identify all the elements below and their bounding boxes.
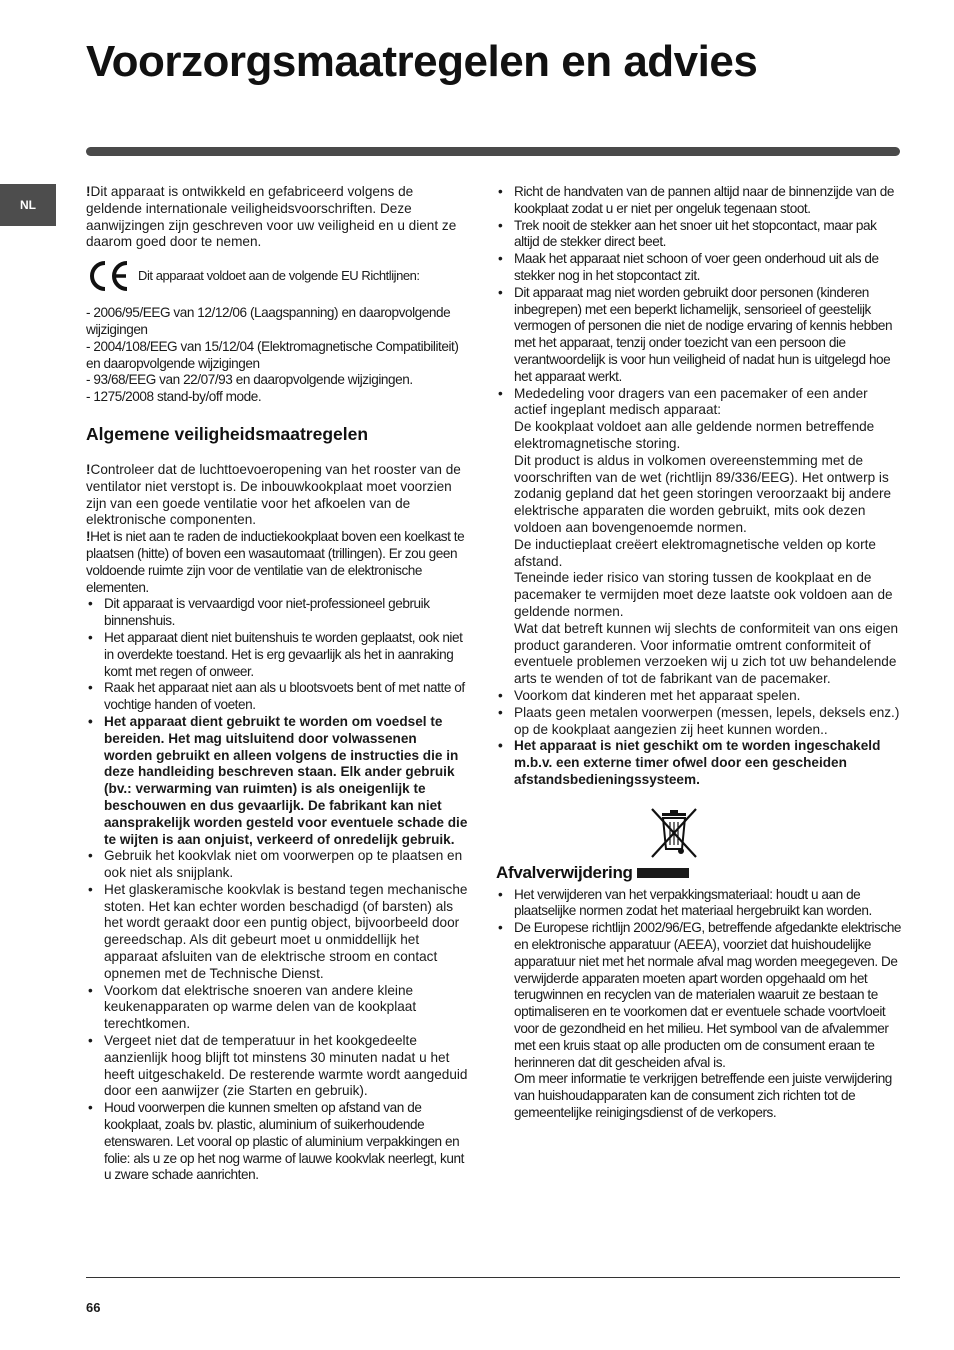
right-column [496,184,902,1122]
list-item: • Plaats geen metalen voorwerpen (messen, lepels, deksels enz.) op de kookplaat aangezien zij heet kunnen worden.. [496,705,902,739]
list-item: • Voorkom dat kinderen met het apparaat spelen. [496,688,902,705]
disposal-list [496,887,902,1122]
footer-divider [86,1277,900,1278]
directive-item: - 2006/95/EEG van 12/12/06 (Laagspanning) en daaropvolgende wijzigingen [86,305,451,337]
directive-item: - 93/68/EEG van 22/07/93 en daaropvolgende wijzigingen. [86,372,413,388]
list-item: • Dit apparaat is vervaardigd voor niet-professioneel gebruik binnenshuis. [86,596,468,630]
list-item: • Houd voorwerpen die kunnen smelten op afstand van de kookplaat, zoals bv. plastic, aluminium of suikerhoudende etenswaren. Let vooral op plastic of aluminium verpakkingen en folie: als u ze op het nog warme of lauwe kookvlak neerlegt, kunt u zware schade aanrichten. [86,1100,468,1184]
directive-item: - 2004/108/EEG van 15/12/04 (Elektromagnetische Compatibiliteit) en daaropvolgende wijzigingen [86,338,459,371]
list-item: • Gebruik het kookvlak niet om voorwerpen op te plaatsen en ook niet als snijplank. [86,848,468,882]
pacemaker-text: Wat dat betreft kunnen wij slechts de conformiteit van ons eigen product garanderen. Voor informatie omtrent conformiteit of eventuele problemen verzoeken wij u zich tot uw behandelende arts te wenden of tot de fabrikant van de pacemaker. [514,620,899,687]
list-item: • Het verwijderen van het verpakkingsmateriaal: houdt u aan de plaatselijke normen zodat het materiaal hergebruikt kan worden. [496,887,902,921]
pacemaker-text: De kookplaat voldoet aan alle geldende normen betreffende elektromagnetische storing. [514,419,875,451]
disposal-header [496,863,902,883]
safety-list [86,596,468,1184]
list-item: • Maak het apparaat niet schoon of voer geen onderhoud uit als de stekker nog in het stopcontact zit. [496,251,902,285]
list-item: • Het glaskeramische kookvlak is bestand tegen mechanische stoten. Het kan echter worden beschadigd (of barsten) als het wordt geraakt door een puntig object, bijvoorbeeld door gereedschap. Als dit gebeurt moet u onmiddellijk het apparaat afsluiten van de elektrische stroom en contact opnemen met de Technische Dienst. [86,882,468,983]
list-item: • Voorkom dat elektrische snoeren van andere kleine keukenapparaten op warme delen van de kookplaat terechtkomen. [86,983,468,1033]
list-item: • Het apparaat dient niet buitenshuis te worden geplaatst, ook niet in overdekte toestand. Het is erg gevaarlijk als het in aanraking komt met regen of onweer. [86,630,468,680]
pacemaker-text: Dit product is aldus in volkomen overeenstemming met de voorschriften van de wet (richtlijn 89/336/EEG). Het ontwerp is zodanig gepland dat het geen storingen veroorzaakt bij andere elektrische apparaten die worden gebruikt, mits ook dezen voldoen aan bovengenoemde normen. [514,452,892,535]
pacemaker-item [496,386,902,688]
list-item: • Dit apparaat mag niet worden gebruikt door personen (kinderen inbegrepen) met een beperkt lichamelijk, sensorieel of geestelijk vermogen of personen die niet de nodige ervaring of kennis hebben met het apparaat, tenzij onder toezicht van een persoon die verantwoordelijk is voor hun veiligheid of nadat hun is uitgelegd hoe het apparaat werkt. [496,285,902,386]
list-item [496,920,902,1122]
title-divider [86,147,900,156]
list-item: • Het apparaat dient gebruikt te worden om voedsel te bereiden. Het mag uitsluitend door volwassenen worden gebruikt en alleen volgens de instructies die in deze handleiding beschreven staan. Elk ander gebruik (bv.: verwarming van ruimten) is als oneigenlijk te beschouwen en dus gevaarlijk. De fabrikant kan niet aansprakelijk worden gesteld voor eventuele schade die te wijten is aan onjuist, verkeerd of onredelijk gebruik. [86,714,468,848]
list-item: • Raak het apparaat niet aan als u blootsvoets bent of met natte of vochtige handen of voeten. [86,680,468,714]
list-item: • Richt de handvaten van de pannen altijd naar de binnenzijde van de kookplaat zodat u er niet per ongeluk tegenaan stoot. [496,184,902,218]
disposal-heading: Afvalverwijdering [496,862,633,882]
ce-compliance [86,259,468,293]
left-column [86,184,468,1184]
pacemaker-text: Teneinde ieder risico van storing tussen de kookplaat en de pacemaker te vermijden moet deze laatste ook voldoen aan de geldende normen. [514,570,893,619]
pacemaker-text: De inductieplaat creëert elektromagnetische velden op korte afstand. [514,536,876,569]
warning-mark: ! [86,461,91,477]
safety-list-continued [496,184,902,789]
warning-mark: ! [86,529,91,545]
warning-mark: ! [86,184,91,199]
ce-mark-icon [86,259,132,293]
general-safety-heading: Algemene veiligheidsmaatregelen [86,423,369,444]
placement-warning: !Het is niet aan te raden de inductiekookplaat boven een koelkast te plaatsen (hitte) of boven een wasautomaat (trillingen). Er zou geen voldoende ruimte zijn voor de ventilatie van de elektronische elementen. [86,529,465,595]
disposal-text: Om meer informatie te verkrijgen betreffende een juiste verwijdering van huishoudapparaten kan de consument zich richten tot de gemeentelijke reinigingsdienst of de verkopers. [514,1071,892,1121]
pacemaker-text: • Mededeling voor dragers van een pacemaker of een ander actief ingeplant medisch apparaat: [514,385,868,418]
disposal-text: • De Europese richtlijn 2002/96/EG, betreffende afgedankte elektrische en elektronische apparatuur (AEEA), voorziet dat huishoudelijke apparatuur niet met het normale afval mag worden meegegeven. De verwijderde apparaten moeten apart worden opgehaald om het terugwinnen en recyclen van de materialen waaruit ze bestaan te optimaliseren en te voorkomen dat er eventuele schade voortvloeit voor de gezondheid en het milieu. Het symbool van de afvalemmer met een kruis staat op alle producten om de consument eraan te herinneren dat dit gescheiden afval is. [514,920,902,1070]
list-item: • Vergeet niet dat de temperatuur in het kookgedeelte aanzienlijk hoog blijft tot minstens 30 minuten nadat u het heeft uitgeschakeld. De resterende warmte wordt aangeduid door een aanwijzer (zie Starten en gebruik). [86,1033,468,1100]
directive-item: - 1275/2008 stand-by/off mode. [86,389,262,405]
disposal-heading-bar [637,868,689,878]
directive-list [86,305,468,406]
list-item: • Het apparaat is niet geschikt om te worden ingeschakeld m.b.v. een externe timer ofwel door een gescheiden afstandsbedieningssysteem. [496,738,902,788]
page-title: Voorzorgsmaatregelen en advies [86,37,758,86]
language-tab: NL [0,184,56,226]
ventilation-warning: !Controleer dat de luchttoevoeropening van het rooster van de ventilator niet verstopt is. De inbouwkookplaat moet voorzien zijn van een goede ventilatie voor het afkoelen van de elektronische componenten. [86,461,461,528]
list-item: • Trek nooit de stekker aan het snoer uit het stopcontact, maar pak altijd de stekker direct beet. [496,218,902,252]
intro-paragraph: !Dit apparaat is ontwikkeld en gefabriceerd volgens de geldende internationale veiligheidsvoorschriften. Deze aanwijzingen zijn geschreven voor uw veiligheid en u dient ze daarom goed door te nemen. [86,184,457,250]
page-number: 66 [86,1300,101,1315]
crossed-bin-icon [648,807,700,861]
ce-text: Dit apparaat voldoet aan de volgende EU Richtlijnen: [138,267,420,283]
